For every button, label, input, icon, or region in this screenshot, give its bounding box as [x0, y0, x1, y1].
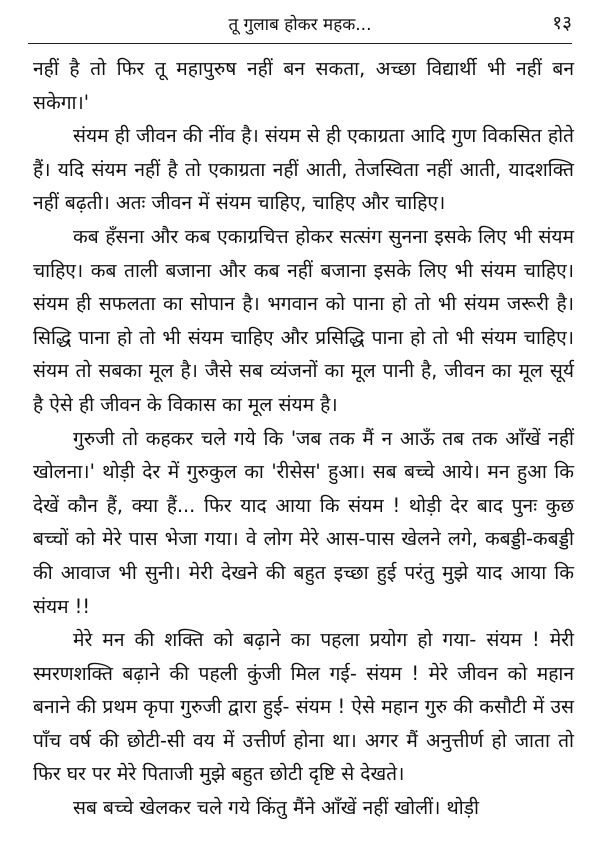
body-text — [33, 52, 574, 825]
paragraph: कब हँसना और कब एकाग्रचित्त होकर सत्संग सुनना इसके लिए भी संयम चाहिए। कब ताली बजाना और कब नहीं बजाना इसके लिए भी संयम चाहिए। संयम ही सफलता का सोपान है। भगवान को पाना हो तो भी संयम जरूरी है। सिद्धि पाना हो तो भी संयम चाहिए और प्रसिद्धि पाना हो तो भी संयम चाहिए। संयम तो सबका मूल है। जैसे सब व्यंजनों का मूल पानी है, जीवन का मूल सूर्य है ऐसे ही जीवन के विकास का मूल संयम है। — [33, 224, 574, 416]
page-number: १३ — [552, 12, 572, 34]
paragraph: सब बच्चे खेलकर चले गये किंतु मैंने आँखें नहीं खोलीं। थोड़ी — [73, 796, 479, 820]
paragraph: मेरे मन की शक्ति को बढ़ाने का पहला प्रयोग हो गया- संयम ! मेरी स्मरणशक्ति बढ़ाने की पहली कुंजी मिल गई- संयम ! मेरे जीवन को महान बनाने की प्रथम कृपा गुरुजी द्वारा हुई- संयम ! ऐसे महान गुरु की कसौटी में उस पाँच वर्ष की छोटी-सी वय में उत्तीर्ण होना था। अगर मैं अनुत्तीर्ण हो जाता तो फिर घर पर मेरे पिताजी मुझे बहुत छोटी दृष्टि से देखते। — [33, 628, 574, 786]
header-rule — [28, 43, 572, 44]
paragraph: गुरुजी तो कहकर चले गये कि 'जब तक मैं न आऊँ तब तक आँखें नहीं खोलना।' थोड़ी देर में गुरुकुल का 'रीसेस' हुआ। सब बच्चे आये। मन हुआ कि देखें कौन हैं, क्या हैं... फिर याद आया कि संयम ! थोड़ी देर बाद पुनः कुछ बच्चों को मेरे पास भेजा गया। वे लोग मेरे आस-पास खेलने लगे, कबड्डी-कबड्डी की आवाज भी सुनी। मेरी देखने की बहुत इच्छा हुई परंतु मुझे याद आया कि संयम !! — [33, 426, 574, 618]
paragraph: संयम ही जीवन की नींव है। संयम से ही एकाग्रता आदि गुण विकसित होते हैं। यदि संयम नहीं है तो एकाग्रता नहीं आती, तेजस्विता नहीं आती, यादशक्ति नहीं बढ़ती। अतः जीवन में संयम चाहिए, चाहिए और चाहिए। — [33, 124, 574, 215]
paragraph-continuation: नहीं है तो फिर तू महापुरुष नहीं बन सकता, अच्छा विद्यार्थी भी नहीं बन सकेगा।' — [33, 57, 574, 114]
running-title: तू गुलाब होकर महक... — [228, 15, 372, 35]
page-header — [28, 0, 572, 44]
